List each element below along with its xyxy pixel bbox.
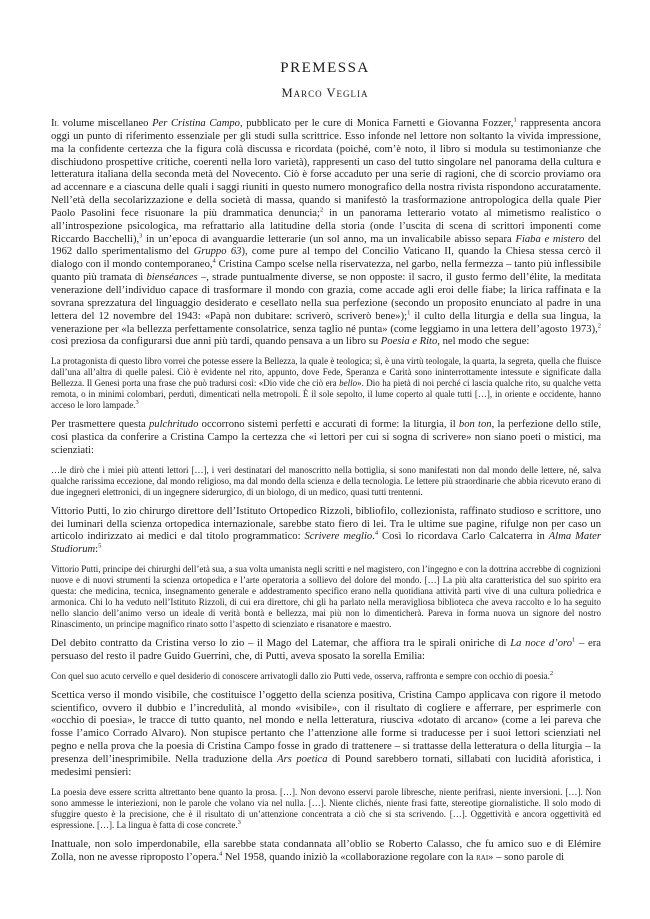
paragraph-text: Per trasmettere questa pulchritudo occorrono sistemi perfetti e accurati di forme: la liturgia, il bon ton, la perfezione dello stile, così plastica da conferire a Cristina Campo la certezza che «i lettori per cui si sogna di scrivere» non siano poeti o mistici, ma scienziati: [51,419,602,456]
paragraph-text: volume miscellaneo Per Cristina Campo, pubblicato per le cure di Monica Farnetti e Giovanna Fozzer,$^1$ rappresenta ancora oggi un punto di riferimento essenziale per gli studi sulla scrittrice. Esso infonde nel lettore non soltanto la vivida impressione, ma la confidente certezza che la figura colà discussa e ricordata (poiché, com’è noto, il libro si modula su testimonianze che dischiudono prospettive critiche, coerenti nella loro varietà), rappresenti un caso del tutto singolare nel panorama della cultura e letteratura italiana della seconda metà del Novecento. Ciò è forse accaduto per una serie di ragioni, che di scorcio proviamo ora ad accennare e a ciascuna delle quali i saggi riuniti in questo numero monografico della nostra rivista rispondono accuratamente. Nell’età della secolarizzazione e della società di massa, quando si manifestò la trasformazione antropologica della quale Pier Paolo Pasolini fece risuonare la più drammatica denuncia;$^2$ in un panorama letterario votato al mimetismo realistico o all’introspezione psicologica, ma refrattario alla latitudine della storia (onde l’uscita di scena di scrittori imponenti come Riccardo Bacchelli),$^3$ in un’epoca di avanguardie letterarie (un sol anno, ma un invalicabile abisso separa Fiaba e mistero del 1962 dallo sperimentalismo del Gruppo 63), come pure al tempo del Concilio Vaticano II, quando la Chiesa stessa cercò il dialogo con il mondo contemporaneo,$^4$ Cristina Campo scelse nella riservatezza, nel garbo, nella fermezza – tanto più inflessibile quanto più tramata di bienséances –, strade puntualmente diverse, se non opposte: il sacro, il gusto fermo dell’élite, la meditata venerazione dell’individuo capace di trasformare il mondo con grazia, come accade agli eroi delle fiabe; la lirica raffinata e la sovrana sprezzatura del linguaggio desiderato e cesellato nella sua perfezione (secondo un proposito enunciato al padre in una lettera del 12 novembre del 1943: «Papà non dubitare: scriverò, scriverò bene»);$^1$ il culto della liturgia e della sua lingua, la venerazione per «la bellezza perfettamente consolatrice, senza taglio né punta» (come leggiamo in una lettera dell’agosto 1973),$^2$ così preziosa da configurarsi due anni più tardi, quando pensava a un libro su Poesia e Rito, nel modo che segue: [51,116,602,348]
paragraph-text: Vittorio Putti, lo zio chirurgo direttore dell’Istituto Ortopedico Rizzoli, bibliofilo, collezionista, raffinato studioso e scrittore, uno dei luminari della scienza ortopedica internazionale, sarebbe stato fiero di lei. Tra le ultime sue pagine, rifulge non per caso un articolo indirizzato ai medici e dal titolo programmatico: Scrivere meglio.$^4$ Così lo ricordava Carlo Calcaterra in Alma Mater Studiorum:$^5$ [51,505,601,556]
body-paragraph [51,690,601,780]
block-quote [51,356,601,411]
paragraph-text: Inattuale, non solo imperdonabile, ella sarebbe stata condannata all’oblio se Roberto Calasso, che fu amico suo e di Elémire Zolla, non ne avesse riproposto l’opera.$^4$ Nel 1958, quando iniziò la «collaborazione regolare con la rai» – sono parole di [51,838,601,863]
block-quote [51,671,601,682]
author-name: Marco Veglia [281,86,369,100]
body-paragraph [51,118,601,349]
body-paragraph [51,506,601,557]
paragraph-text: La protagonista di questo libro vorrei che potesse essere la Bellezza, la quale è teologica; sì, è una virtù teologale, la quarta, la segreta, quella che fluisce dall’una all’altra di quelle palesi. Ciò è evidente nel rito, appunto, dove Fede, Speranza e Carità sono ininterrottamente intessute e significate dalla Bellezza. Il Genesi porta una frase che può tradursi così: «Dio vide che ciò era bello». Dio ha pietà di noi perché ci lascia qualche rito, su qualche vetta remota, o in minimi colombari, perduti, dimenticati nella metropoli. È il sole sepolto, il lume coperto al quale tutti […], in oriente e occidente, hanno acceso le loro lampade.$^3$ [51,356,601,411]
paragraph-text: …le dirò che i miei più attenti lettori […], i veri destinatari del manoscritto nella bottiglia, si sono manifestati non dal mondo delle lettere, né, salva qualche rarissima eccezione, dal mondo religioso, ma dal mondo della scienza e della tecnologia. Le lettere più straordinarie che abbia ricevuto erano di due ingegneri elettronici, di un ingegnere siderurgico, di un biologo, di un medico, quasi tutti trentenni. [51,464,601,497]
paragraph-text: Vittorio Putti, principe dei chirurghi dell’età sua, a sua volta umanista negli scritti e nel magistero, con l’ingegno e con la dottrina accrebbe di cognizioni nuove e di nuovi strumenti la scienza ortopedica e l’arte operatoria a sollievo del dolore del mondo. […] La più alta caratteristica del suo spirito era questa: che medicina, tecnica, insegnamento generale e addestramento specifico erano nella quotidiana attività parti vive di una cultura poliedrica e armonica. Chi lo ha veduto nell’Istituto Rizzoli, di cui era direttore, chi gli ha parlato nella meravigliosa biblioteca che aveva raccolto e lo ha seguito nello slancio dell’animo verso un ideale di verità bontà e bellezza, mai più non lo dimenticherà. Pareva in forma nuova un signore del nostro Rinascimento, un principe magnifico rinato sotto l’aspetto di scienziato e risanatore e maestro. [51,564,601,630]
body-paragraph [51,419,601,458]
paragraph-text: Con quel suo acuto cervello e quel desiderio di conoscere arrivatogli dallo zio Putti vede, osserva, raffronta e sempre con occhio di poesia.$^2$ [51,669,554,681]
paragraph-text: La poesia deve essere scritta altrettanto bene quanto la prosa. […]. Non devono esservi parole libresche, niente perifrasi, niente inversioni. […]. Non sono ammesse le interiezioni, non le parole che volano via nel nulla. […]. Niente clichés, niente frasi fatte, stereotipe giornalistiche. Il solo modo di sfuggire questo è la precisione, che è il risultato di un’attenzione concentrata a ciò che si sta scrivendo. […]. Oggettività e ancora oggettività ed espressione. […]. La lingua è fatta di cose concrete.$^3$ [51,786,601,830]
body-paragraph [51,839,601,865]
paragraph-lead-word: Il [51,118,59,129]
block-quote [51,564,601,630]
paragraph-text: Del debito contratto da Cristina verso lo zio – il Mago del Latemar, che affiora tra le spirali oniriche di La noce d’oro$^1$ – era persuaso del resto il padre Guido Guerrini, che, di Putti, aveva sposato la sorella Emilia: [51,636,601,662]
page-title: PREMESSA [280,60,370,76]
body-paragraph [51,638,601,664]
block-quote [51,787,601,831]
block-quote [51,465,601,498]
body-text [51,118,601,868]
paragraph-text: Scettica verso il mondo visibile, che costituisce l’oggetto della scienza positiva, Cristina Campo applicava con rigore il metodo scientifico, ovvero il dubbio e l’incredulità, al mondo «visibile», con il risultato di cogliere e afferrare, per esprimerle con «occhio di poesia», le tracce di tutto quanto, nel mondo e nella letteratura, riusciva «dotato di arcano» (come a lei pareva che fosse l’amico Corrado Alvaro). Non stupisce pertanto che l’attenzione alle forme si traducesse per i suoi lettori scienziati nel pegno e nella prova che la poesia di Cristina Campo fosse in grado di trattenere – si trattasse della letteratura o della liturgia – la presenza dell’inesprimibile. Nella traduzione della Ars poetica di Pound sarebbero tornati, sillabati con lucidità aforistica, i medesimi pensieri: [51,689,601,778]
